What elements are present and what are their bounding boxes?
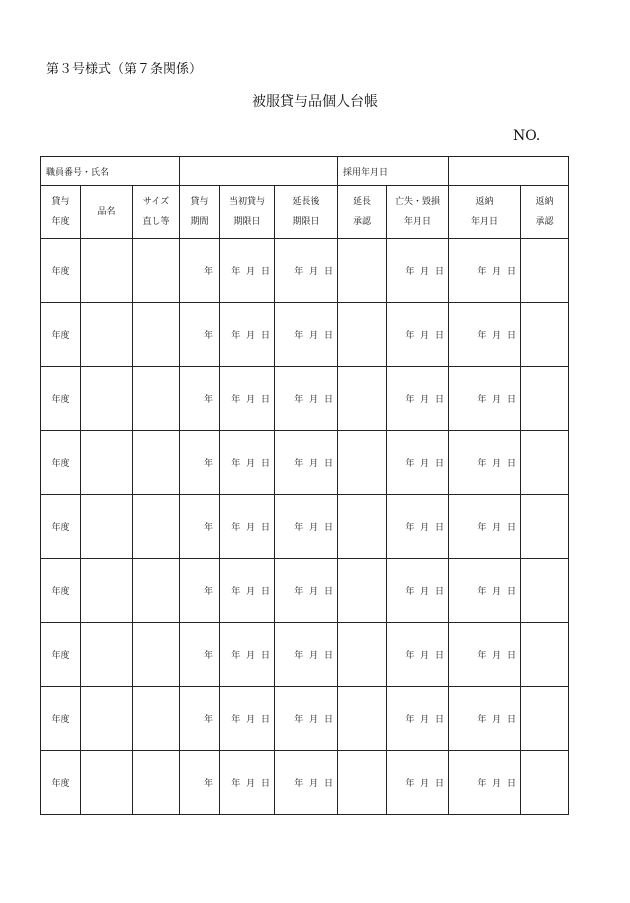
- cell-return-date: 年 月 日: [449, 367, 521, 431]
- cell-size-adjust[interactable]: [133, 751, 180, 815]
- table-row: [41, 751, 569, 815]
- cell-return-date: 年 月 日: [449, 239, 521, 303]
- cell-loan-period: 年: [180, 559, 220, 623]
- header-loan-year: 貸与 年度: [41, 186, 81, 239]
- cell-item-name[interactable]: [81, 687, 133, 751]
- table-row: [41, 495, 569, 559]
- cell-loss-damage-date: 年 月 日: [387, 559, 449, 623]
- cell-extension-approval[interactable]: [338, 239, 387, 303]
- cell-loan-period: 年: [180, 431, 220, 495]
- cell-loan-year: 年度: [41, 623, 81, 687]
- cell-loan-year: 年度: [41, 303, 81, 367]
- cell-extension-approval[interactable]: [338, 687, 387, 751]
- table-row: [41, 623, 569, 687]
- table-row: [41, 687, 569, 751]
- table-row: [41, 239, 569, 303]
- cell-return-date: 年 月 日: [449, 687, 521, 751]
- cell-return-approval[interactable]: [521, 431, 569, 495]
- hire-date-field[interactable]: [449, 157, 569, 186]
- header-extended-deadline: 延長後 期限日: [275, 186, 338, 239]
- employee-info-row: [41, 157, 569, 186]
- cell-loan-year: 年度: [41, 239, 81, 303]
- cell-extended-deadline: 年 月 日: [275, 751, 338, 815]
- cell-return-approval[interactable]: [521, 751, 569, 815]
- cell-return-date: 年 月 日: [449, 623, 521, 687]
- cell-initial-deadline: 年 月 日: [220, 495, 275, 559]
- cell-extended-deadline: 年 月 日: [275, 495, 338, 559]
- cell-item-name[interactable]: [81, 559, 133, 623]
- cell-initial-deadline: 年 月 日: [220, 303, 275, 367]
- cell-extended-deadline: 年 月 日: [275, 367, 338, 431]
- form-number-label: 第３号様式（第７条関係）: [46, 62, 203, 77]
- cell-return-date: 年 月 日: [449, 495, 521, 559]
- cell-loss-damage-date: 年 月 日: [387, 303, 449, 367]
- cell-loss-damage-date: 年 月 日: [387, 431, 449, 495]
- table-row: [41, 559, 569, 623]
- cell-size-adjust[interactable]: [133, 495, 180, 559]
- cell-item-name[interactable]: [81, 303, 133, 367]
- table-row: [41, 367, 569, 431]
- cell-loss-damage-date: 年 月 日: [387, 239, 449, 303]
- cell-extended-deadline: 年 月 日: [275, 431, 338, 495]
- cell-initial-deadline: 年 月 日: [220, 367, 275, 431]
- cell-return-date: 年 月 日: [449, 303, 521, 367]
- cell-item-name[interactable]: [81, 623, 133, 687]
- cell-return-approval[interactable]: [521, 559, 569, 623]
- cell-item-name[interactable]: [81, 751, 133, 815]
- header-size-adjust: サイズ 直し等: [133, 186, 180, 239]
- cell-extension-approval[interactable]: [338, 495, 387, 559]
- cell-loan-year: 年度: [41, 367, 81, 431]
- cell-return-approval[interactable]: [521, 495, 569, 559]
- cell-loss-damage-date: 年 月 日: [387, 623, 449, 687]
- cell-return-date: 年 月 日: [449, 559, 521, 623]
- cell-loan-year: 年度: [41, 751, 81, 815]
- cell-loan-period: 年: [180, 303, 220, 367]
- cell-item-name[interactable]: [81, 239, 133, 303]
- cell-extension-approval[interactable]: [338, 623, 387, 687]
- cell-loan-period: 年: [180, 367, 220, 431]
- cell-extended-deadline: 年 月 日: [275, 559, 338, 623]
- header-initial-deadline: 当初貸与 期限日: [220, 186, 275, 239]
- cell-size-adjust[interactable]: [133, 623, 180, 687]
- cell-initial-deadline: 年 月 日: [220, 559, 275, 623]
- cell-loan-year: 年度: [41, 495, 81, 559]
- cell-return-approval[interactable]: [521, 623, 569, 687]
- cell-size-adjust[interactable]: [133, 303, 180, 367]
- cell-size-adjust[interactable]: [133, 367, 180, 431]
- cell-loss-damage-date: 年 月 日: [387, 495, 449, 559]
- cell-return-approval[interactable]: [521, 687, 569, 751]
- cell-return-approval[interactable]: [521, 239, 569, 303]
- cell-size-adjust[interactable]: [133, 239, 180, 303]
- cell-extension-approval[interactable]: [338, 559, 387, 623]
- cell-loan-period: 年: [180, 495, 220, 559]
- cell-return-date: 年 月 日: [449, 431, 521, 495]
- header-loan-period: 貸与 期間: [180, 186, 220, 239]
- cell-loan-year: 年度: [41, 431, 81, 495]
- cell-initial-deadline: 年 月 日: [220, 431, 275, 495]
- cell-item-name[interactable]: [81, 367, 133, 431]
- table-row: [41, 431, 569, 495]
- cell-initial-deadline: 年 月 日: [220, 687, 275, 751]
- cell-item-name[interactable]: [81, 431, 133, 495]
- cell-loss-damage-date: 年 月 日: [387, 751, 449, 815]
- ledger-table: [40, 156, 569, 815]
- cell-size-adjust[interactable]: [133, 687, 180, 751]
- header-loss-damage-date: 亡失・毀損 年月日: [387, 186, 449, 239]
- cell-initial-deadline: 年 月 日: [220, 751, 275, 815]
- cell-initial-deadline: 年 月 日: [220, 623, 275, 687]
- cell-item-name[interactable]: [81, 495, 133, 559]
- cell-extended-deadline: 年 月 日: [275, 687, 338, 751]
- cell-size-adjust[interactable]: [133, 431, 180, 495]
- cell-extension-approval[interactable]: [338, 303, 387, 367]
- cell-loan-period: 年: [180, 623, 220, 687]
- cell-extended-deadline: 年 月 日: [275, 239, 338, 303]
- cell-extended-deadline: 年 月 日: [275, 623, 338, 687]
- cell-extension-approval[interactable]: [338, 751, 387, 815]
- cell-extended-deadline: 年 月 日: [275, 303, 338, 367]
- table-row: [41, 303, 569, 367]
- cell-extension-approval[interactable]: [338, 367, 387, 431]
- hire-date-label: 採用年月日: [338, 157, 449, 186]
- cell-size-adjust[interactable]: [133, 559, 180, 623]
- header-return-date: 返納 年月日: [449, 186, 521, 239]
- cell-return-approval[interactable]: [521, 303, 569, 367]
- cell-initial-deadline: 年 月 日: [220, 239, 275, 303]
- page-title: 被服貸与品個人台帳: [252, 94, 378, 110]
- cell-return-approval[interactable]: [521, 367, 569, 431]
- header-return-approval: 返納 承認: [521, 186, 569, 239]
- cell-loan-period: 年: [180, 751, 220, 815]
- ledger-number-label: NO.: [513, 128, 541, 144]
- cell-loan-period: 年: [180, 687, 220, 751]
- cell-loss-damage-date: 年 月 日: [387, 687, 449, 751]
- cell-loan-year: 年度: [41, 687, 81, 751]
- employee-id-name-label: 職員番号・氏名: [41, 157, 180, 186]
- employee-id-name-field[interactable]: [180, 157, 338, 186]
- cell-extension-approval[interactable]: [338, 431, 387, 495]
- header-extension-approval: 延長 承認: [338, 186, 387, 239]
- header-item-name: 品名: [81, 186, 133, 239]
- cell-loan-year: 年度: [41, 559, 81, 623]
- cell-return-date: 年 月 日: [449, 751, 521, 815]
- cell-loan-period: 年: [180, 239, 220, 303]
- cell-loss-damage-date: 年 月 日: [387, 367, 449, 431]
- header-row: [41, 186, 569, 239]
